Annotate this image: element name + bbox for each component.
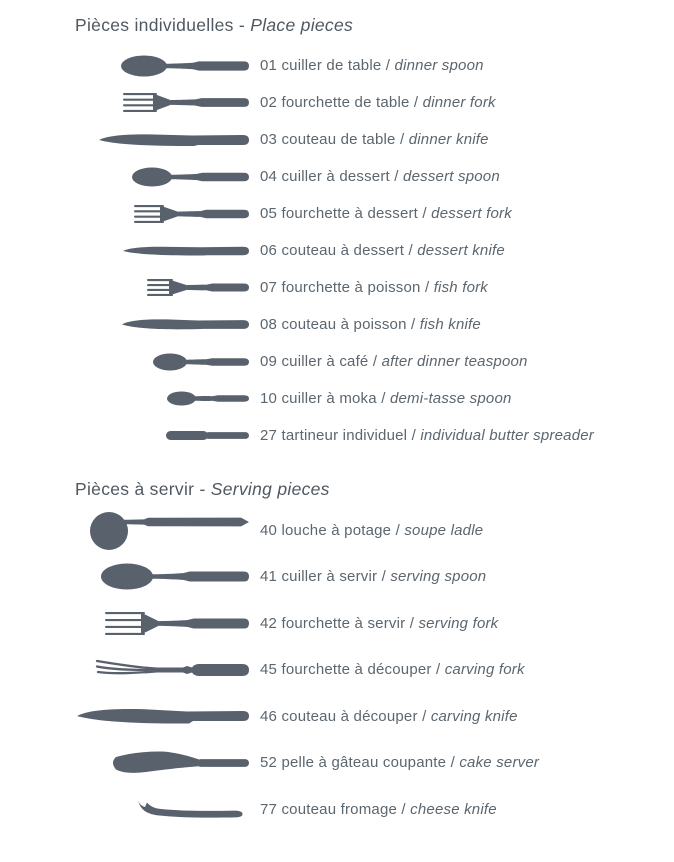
item-code: 10: [260, 390, 278, 407]
item-code: 40: [260, 521, 278, 539]
cutlery-row-08: [75, 306, 674, 343]
cutlery-label: [260, 241, 505, 260]
item-name-fr: couteau à découper: [281, 707, 418, 725]
serving-pieces-list: [75, 507, 674, 833]
item-name-en: dinner fork: [422, 94, 496, 111]
item-name-fr: fourchette à poisson: [281, 279, 421, 296]
item-name-fr: fourchette de table: [281, 94, 410, 111]
item-code: 46: [260, 707, 278, 725]
item-code: 45: [260, 661, 278, 679]
item-name-fr: fourchette à découper: [281, 661, 432, 679]
item-code: 04: [260, 168, 278, 185]
cheese-knife-icon: [75, 799, 250, 819]
cutlery-label: [260, 278, 488, 297]
section-title-place: [75, 14, 674, 37]
cutlery-label: [260, 315, 481, 334]
item-name-en: dinner knife: [408, 131, 489, 148]
section-place-pieces: [75, 14, 674, 454]
cutlery-label: [260, 707, 518, 726]
item-name-en: carving fork: [444, 661, 525, 679]
item-name-en: demi-tasse spoon: [389, 390, 512, 407]
soup-ladle-icon: [75, 510, 250, 550]
item-name-fr: tartineur individuel: [281, 427, 408, 444]
item-code: 52: [260, 754, 278, 772]
item-name-fr: cuiller à café: [281, 353, 369, 370]
separator-slash: /: [411, 316, 416, 333]
dessert-spoon-icon: [75, 167, 250, 187]
section-title-en: Serving pieces: [210, 479, 330, 499]
item-code: 03: [260, 131, 278, 148]
item-code: 07: [260, 279, 278, 296]
dinner-spoon-icon: [75, 55, 250, 77]
cutlery-row-07: [75, 269, 674, 306]
item-code: 02: [260, 94, 278, 111]
butter-spreader-icon: [75, 430, 250, 441]
separator-slash: /: [413, 94, 419, 111]
item-name-en: fish fork: [433, 279, 489, 296]
carving-fork-icon: [75, 659, 250, 681]
item-name-en: dessert knife: [417, 242, 505, 259]
fish-knife-icon: [75, 318, 250, 331]
section-title-dash: -: [238, 15, 246, 35]
item-name-fr: fourchette à servir: [281, 614, 406, 632]
cutlery-row-27: [75, 417, 674, 454]
separator-slash: /: [381, 568, 386, 586]
section-serving-pieces: [75, 478, 674, 833]
item-code: 41: [260, 568, 278, 586]
item-name-fr: cuiller de table: [281, 57, 382, 74]
item-name-en: serving fork: [418, 614, 499, 632]
item-name-en: fish knife: [419, 316, 481, 333]
cutlery-row-09: [75, 343, 674, 380]
separator-slash: /: [424, 279, 430, 296]
cutlery-label: [260, 93, 496, 112]
item-name-fr: fourchette à dessert: [281, 205, 419, 222]
item-name-en: individual butter spreader: [420, 427, 594, 444]
item-code: 01: [260, 57, 278, 74]
cutlery-row-06: [75, 232, 674, 269]
section-title-serving: [75, 478, 674, 501]
item-code: 27: [260, 427, 278, 444]
cutlery-label: [260, 167, 500, 186]
section-title-fr: Pièces à servir: [75, 479, 195, 499]
cutlery-label: [260, 614, 498, 633]
serving-spoon-icon: [75, 563, 250, 590]
item-name-en: serving spoon: [390, 568, 487, 586]
cutlery-row-01: [75, 47, 674, 84]
cutlery-row-02: [75, 84, 674, 121]
cutlery-row-46: [75, 693, 674, 740]
separator-slash: /: [450, 754, 455, 772]
separator-slash: /: [395, 521, 400, 539]
cutlery-label: [260, 660, 525, 679]
separator-slash: /: [408, 242, 413, 259]
item-name-en: cheese knife: [410, 800, 497, 818]
separator-slash: /: [422, 707, 427, 725]
teaspoon-icon: [75, 353, 250, 371]
cutlery-label: [260, 130, 489, 149]
cutlery-label: [260, 352, 528, 371]
item-name-fr: couteau de table: [281, 131, 396, 148]
cutlery-row-42: [75, 600, 674, 647]
section-title-fr: Pièces individuelles: [75, 15, 234, 35]
section-title-en: Place pieces: [250, 15, 354, 35]
separator-slash: /: [372, 353, 378, 370]
item-name-en: soupe ladle: [404, 521, 484, 539]
place-pieces-list: [75, 47, 674, 454]
separator-slash: /: [411, 427, 416, 444]
dessert-knife-icon: [75, 245, 250, 257]
cutlery-label: [260, 800, 497, 819]
fish-fork-icon: [75, 279, 250, 296]
item-name-en: carving knife: [430, 707, 518, 725]
item-name-en: dinner spoon: [394, 57, 484, 74]
separator-slash: /: [381, 390, 386, 407]
item-code: 77: [260, 800, 278, 818]
cutlery-label: [260, 204, 512, 223]
cutlery-row-10: [75, 380, 674, 417]
item-code: 42: [260, 614, 278, 632]
item-name-fr: pelle à gâteau coupante: [281, 754, 447, 772]
separator-slash: /: [401, 800, 406, 818]
separator-slash: /: [399, 131, 405, 148]
item-code: 08: [260, 316, 278, 333]
item-name-en: after dinner teaspoon: [381, 353, 528, 370]
item-name-fr: couteau à dessert: [281, 242, 405, 259]
cutlery-label: [260, 389, 512, 408]
separator-slash: /: [422, 205, 427, 222]
item-name-fr: louche à potage: [281, 521, 392, 539]
separator-slash: /: [394, 168, 399, 185]
dessert-fork-icon: [75, 205, 250, 223]
item-name-fr: couteau à poisson: [281, 316, 407, 333]
item-name-fr: cuiller à dessert: [281, 168, 390, 185]
separator-slash: /: [385, 57, 391, 74]
cutlery-row-45: [75, 647, 674, 694]
cutlery-row-03: [75, 121, 674, 158]
cutlery-row-41: [75, 554, 674, 601]
serving-fork-icon: [75, 612, 250, 635]
cutlery-row-52: [75, 740, 674, 787]
carving-knife-icon: [75, 707, 250, 725]
cutlery-row-40: [75, 507, 674, 554]
item-name-fr: couteau fromage: [281, 800, 398, 818]
item-name-fr: cuiller à moka: [281, 390, 377, 407]
separator-slash: /: [409, 614, 415, 632]
cutlery-row-05: [75, 195, 674, 232]
cutlery-label: [260, 426, 594, 445]
cake-server-icon: [75, 748, 250, 778]
separator-slash: /: [435, 661, 441, 679]
item-name-en: dessert fork: [431, 205, 512, 222]
item-name-en: cake server: [459, 754, 540, 772]
item-name-en: dessert spoon: [403, 168, 500, 185]
item-name-fr: cuiller à servir: [281, 568, 378, 586]
cutlery-label: [260, 567, 486, 586]
cutlery-label: [260, 521, 483, 540]
cutlery-label: [260, 753, 539, 772]
cutlery-label: [260, 56, 484, 75]
moka-spoon-icon: [75, 391, 250, 406]
item-code: 05: [260, 205, 278, 222]
item-code: 06: [260, 242, 278, 259]
section-title-dash: -: [199, 479, 206, 499]
cutlery-row-04: [75, 158, 674, 195]
item-code: 09: [260, 353, 278, 370]
dinner-knife-icon: [75, 133, 250, 147]
cutlery-row-77: [75, 786, 674, 833]
dinner-fork-icon: [75, 93, 250, 112]
